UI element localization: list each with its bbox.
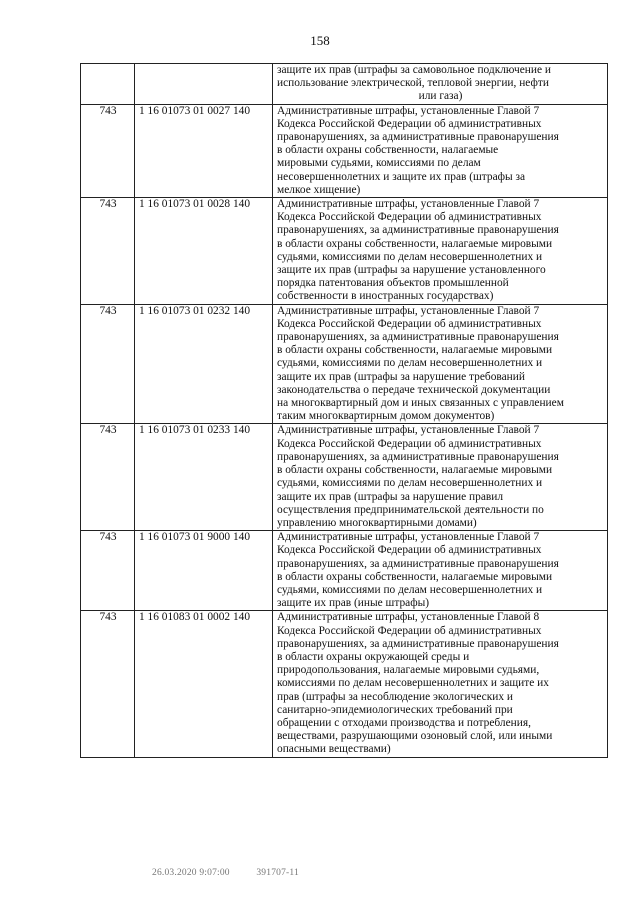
description-line: в области охраны собственности, налагаемые мировыми <box>277 570 553 583</box>
description-line: Административные штрафы, установленные Главой 7 <box>277 198 540 211</box>
description-line: осуществления предпринимательской деятельности по <box>277 503 544 516</box>
description-line: порядка патентования объектов промышленной <box>277 277 509 290</box>
description-line: в области охраны собственности, налагаемые мировыми <box>277 237 553 250</box>
description-line: или газа) <box>418 90 463 103</box>
description-line: Административные штрафы, установленные Главой 7 <box>277 531 540 544</box>
description-line: законодательства о передаче технической документации <box>277 383 551 396</box>
table-row <box>81 104 608 197</box>
description-line: на многоквартирный дом и иных связанных с управлением <box>277 397 564 410</box>
budget-classification-code-cell <box>135 64 273 105</box>
description-cell <box>273 424 608 531</box>
budget-classification-code-cell: 1 16 01073 01 9000 140 <box>135 531 273 611</box>
description-line: несовершеннолетних и защите их прав (штрафы за <box>277 170 526 183</box>
description-cell <box>273 304 608 424</box>
description-line: в области охраны собственности, налагаемые <box>277 144 499 157</box>
description-line: защите их прав (штрафы за нарушение требований <box>277 370 525 383</box>
admin-code-cell: 743 <box>81 304 135 424</box>
admin-code-cell <box>81 64 135 105</box>
description-line: судьями, комиссиями по делам несовершеннолетних и <box>277 357 543 370</box>
description-cell <box>273 104 608 197</box>
footer-document-id: 391707-11 <box>256 868 299 878</box>
budget-classification-code-cell: 1 16 01073 01 0027 140 <box>135 104 273 197</box>
description-line: Кодекса Российской Федерации об административных <box>277 211 542 224</box>
description-line: правонарушениях, за административные правонарушения <box>277 331 559 344</box>
admin-code-cell: 743 <box>81 531 135 611</box>
admin-code-cell: 743 <box>81 104 135 197</box>
admin-code-cell: 743 <box>81 424 135 531</box>
description-line: Административные штрафы, установленные Главой 8 <box>277 611 540 624</box>
description-line: защите их прав (иные штрафы) <box>277 597 430 610</box>
table-row <box>81 424 608 531</box>
description-line: управлению многоквартирными домами) <box>277 516 477 529</box>
description-line: Административные штрафы, установленные Главой 7 <box>277 424 540 437</box>
description-cell <box>273 64 608 105</box>
description-line: судьями, комиссиями по делам несовершеннолетних и <box>277 250 543 263</box>
description-line: опасными веществами) <box>277 743 391 756</box>
description-line: правонарушениях, за административные правонарушения <box>277 224 559 237</box>
description-line: правонарушениях, за административные правонарушения <box>277 637 559 650</box>
table-row <box>81 198 608 305</box>
description-line: комиссиями по делам несовершеннолетних и защите их <box>277 677 549 690</box>
description-line: Кодекса Российской Федерации об административных <box>277 437 542 450</box>
description-line: Кодекса Российской Федерации об административных <box>277 544 542 557</box>
admin-code-cell: 743 <box>81 198 135 305</box>
budget-codes-table <box>80 63 608 758</box>
footer-timestamp: 26.03.2020 9:07:00 <box>152 868 230 878</box>
description-line: Административные штрафы, установленные Главой 7 <box>277 304 540 317</box>
description-line: в области охраны собственности, налагаемые мировыми <box>277 464 553 477</box>
description-line: мелкое хищение) <box>277 183 361 196</box>
description-line: мировыми судьями, комиссиями по делам <box>277 157 481 170</box>
description-line: обращении с отходами производства и потребления, <box>277 716 531 729</box>
description-cell <box>273 611 608 757</box>
description-line: Кодекса Российской Федерации об административных <box>277 317 542 330</box>
description-line: Административные штрафы, установленные Главой 7 <box>277 104 540 117</box>
description-cell <box>273 531 608 611</box>
description-line: Кодекса Российской Федерации об административных <box>277 117 542 130</box>
description-line: защите их прав (штрафы за нарушение установленного <box>277 264 546 277</box>
description-cell <box>273 198 608 305</box>
description-line: природопользования, налагаемые мировыми судьями, <box>277 664 540 677</box>
budget-classification-code-cell: 1 16 01073 01 0233 140 <box>135 424 273 531</box>
description-line: в области охраны окружающей среды и <box>277 650 470 663</box>
budget-classification-code-cell: 1 16 01073 01 0028 140 <box>135 198 273 305</box>
description-line: правонарушениях, за административные правонарушения <box>277 557 559 570</box>
table-row <box>81 611 608 757</box>
description-line: судьями, комиссиями по делам несовершеннолетних и <box>277 583 543 596</box>
table-row <box>81 304 608 424</box>
table-row <box>81 64 608 105</box>
description-line: использование электрической, тепловой энергии, нефти <box>277 77 549 90</box>
page-number: 158 <box>310 33 330 48</box>
description-line: прав (штрафы за несоблюдение экологических и <box>277 690 513 703</box>
page-footer <box>152 868 299 878</box>
description-line: веществами, разрушающими озоновый слой, или иными <box>277 730 553 743</box>
description-line: правонарушениях, за административные правонарушения <box>277 131 559 144</box>
description-line: защите их прав (штрафы за самовольное подключение и <box>277 64 551 76</box>
description-line: правонарушениях, за административные правонарушения <box>277 450 559 463</box>
description-line: Кодекса Российской Федерации об административных <box>277 624 542 637</box>
admin-code-cell: 743 <box>81 611 135 757</box>
budget-classification-code-cell: 1 16 01083 01 0002 140 <box>135 611 273 757</box>
description-line: защите их прав (штрафы за нарушение правил <box>277 490 504 503</box>
description-line: судьями, комиссиями по делам несовершеннолетних и <box>277 477 543 490</box>
budget-classification-code-cell: 1 16 01073 01 0232 140 <box>135 304 273 424</box>
table-row <box>81 531 608 611</box>
description-line: в области охраны собственности, налагаемые мировыми <box>277 344 553 357</box>
description-line: таким многоквартирным домом документов) <box>277 410 495 423</box>
description-line: собственности в иностранных государствах) <box>277 290 494 303</box>
description-line: санитарно-эпидемиологических требований при <box>277 703 513 716</box>
